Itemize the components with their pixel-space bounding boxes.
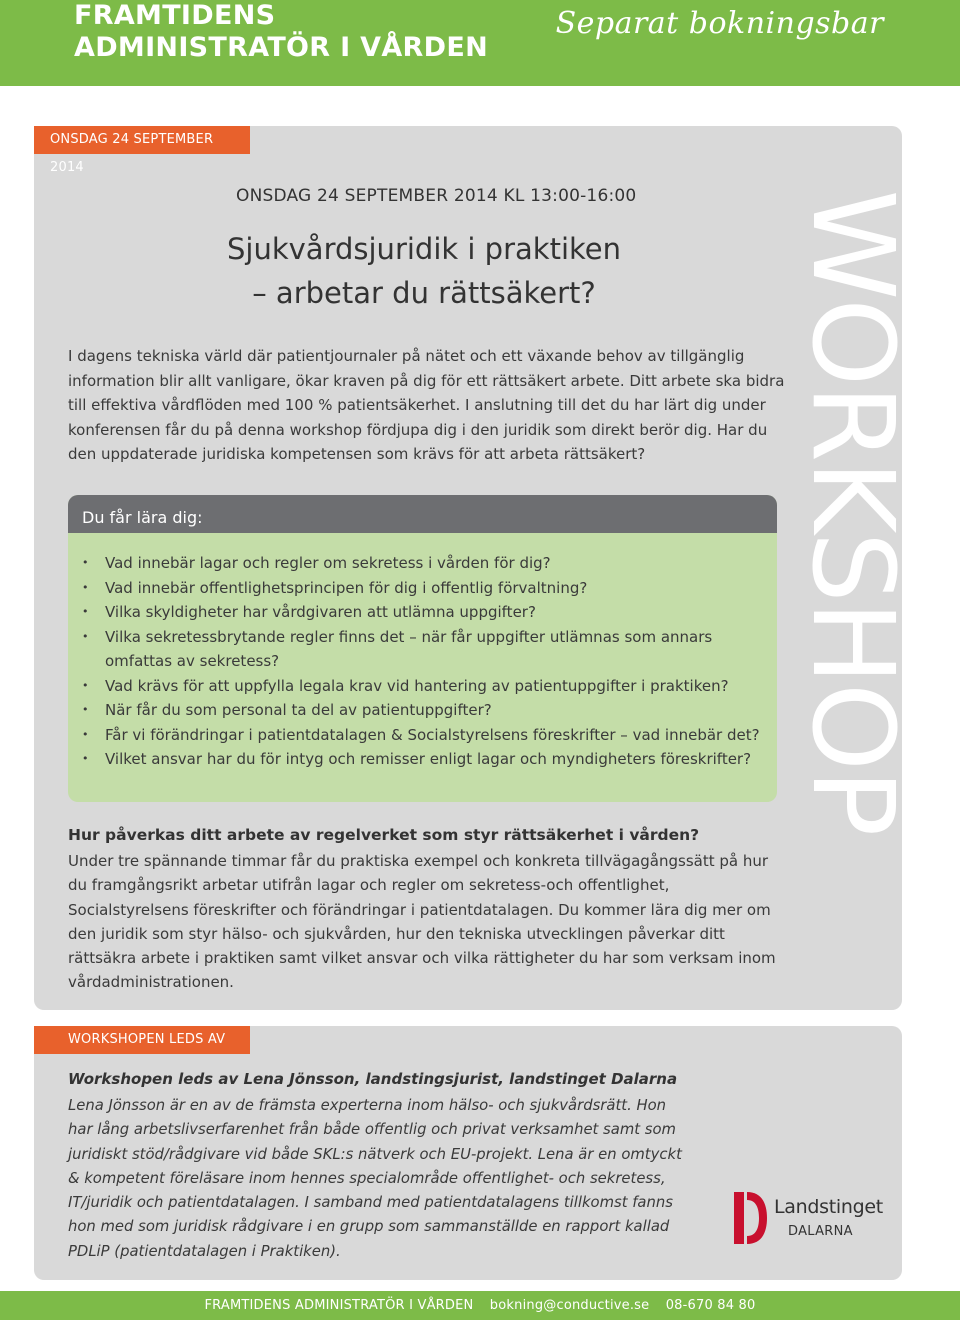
footer-bar [0,1291,960,1320]
question-title: Hur påverkas ditt arbete av regelverket som styr rättsäkerhet i vården? [68,826,700,844]
header-title-line2: ADMINISTRATÖR I VÅRDEN [74,32,488,63]
learn-list-item: • Vilka sekretessbrytande regler finns det – när får uppgifter utlämnas som annars omfattas av sekretess? [82,625,777,674]
header-tagline: Separat bokningsbar [555,6,884,41]
learn-box-title: Du får lära dig: [68,495,777,533]
learn-list-item: • Vilket ansvar har du för intyg och remisser enligt lagar och myndigheters föreskrifter? [82,747,777,772]
footer-phone: 08-670 84 80 [665,1298,756,1313]
logo-name: Landstinget [774,1196,883,1218]
landstinget-dalarna-logo [732,1190,882,1246]
question-body: Under tre spännande timmar får du praktiska exempel och konkreta tillvägagångssätt på hur du framgångsrikt arbetar utifrån lagar och regler om sekretess-och offentlighet, Socialstyrelsens föreskrifter och förändringar i patientdatalagen. Du kommer lära dig mer om den juridik som styr hälso- och sjukvården, hur den tekniska utvecklingen påverkar ditt rättsäkra arbete i praktiken samt vilket ansvar och vilka rättigheter du har som verksam inom vårdadministrationen. [68,852,776,992]
logo-sub: DALARNA [788,1224,853,1239]
event-datetime: ONSDAG 24 SEPTEMBER 2014 KL 13:00-16:00 [236,186,637,206]
footer-email[interactable]: bokning@conductive.se [489,1298,650,1313]
header-banner [0,0,960,86]
landstinget-logo-icon [732,1190,768,1246]
leader-body: Lena Jönsson är en av de främsta experterna inom hälso- och sjukvårdsrätt. Hon har lång arbetslivserfarenhet från både offentlig och privat verksamhet samt som juridiskt stöd/rådgivare vid både SKL:s nätverk och EU-projekt. Lena är en omtyckt & kompetent föreläsare inom hennes specialområde offentlighet- och sekretess, IT/juridik och patientdatalagen. I samband med patientdatalagens tillkomst fanns hon med som juridisk rådgivare i en grupp som sammanställde en rapport kallad PDLiP (patientdatalagen i Praktiken). [68,1097,682,1260]
headline-line1: Sjukvårdsjuridik i praktiken [227,232,621,266]
footer-org: FRAMTIDENS ADMINISTRATÖR I VÅRDEN [204,1298,474,1313]
header-title [74,0,488,64]
learn-list-item: • Vilka skyldigheter har vårdgivaren att utlämna uppgifter? [82,600,777,625]
date-tab: ONSDAG 24 SEPTEMBER 2014 [34,126,250,154]
header-title-line1: FRAMTIDENS [74,0,276,31]
learn-list-item: • När får du som personal ta del av patientuppgifter? [82,698,777,723]
learn-list-item: • Vad krävs för att uppfylla legala krav vid hantering av patientuppgifter i praktiken? [82,674,777,699]
learn-box [68,495,777,802]
leader-tab: WORKSHOPEN LEDS AV [34,1026,250,1054]
learn-list [68,533,777,772]
intro-paragraph: I dagens tekniska värld där patientjournaler på nätet och ett växande behov av tillgänglig information blir allt vanligare, ökar kraven på dig för ett rättsäkert arbete. Ditt arbete ska bidra till effektiva vårdflöden med 100 % patientsäkerhet. I anslutning till det du har lärt dig under konferensen får du på denna workshop fördjupa dig i den juridik som direkt berör dig. Har du den uppdaterade juridiska kompetensen som krävs för att arbeta rättsäkert? [68,347,785,463]
learn-list-item: • Vad innebär offentlighetsprincipen för dig i offentlig förvaltning? [82,576,777,601]
leader-title: Workshopen leds av Lena Jönsson, landstingsjurist, landstinget Dalarna [68,1070,678,1088]
headline-line2: – arbetar du rättsäkert? [252,276,596,310]
learn-list-item: • Får vi förändringar i patientdatalagen & Socialstyrelsens föreskrifter – vad innebär det? [82,723,777,748]
workshop-vertical-text: WORKSHOP [787,189,917,835]
learn-list-item: • Vad innebär lagar och regler om sekretess i vården för dig? [82,551,777,576]
